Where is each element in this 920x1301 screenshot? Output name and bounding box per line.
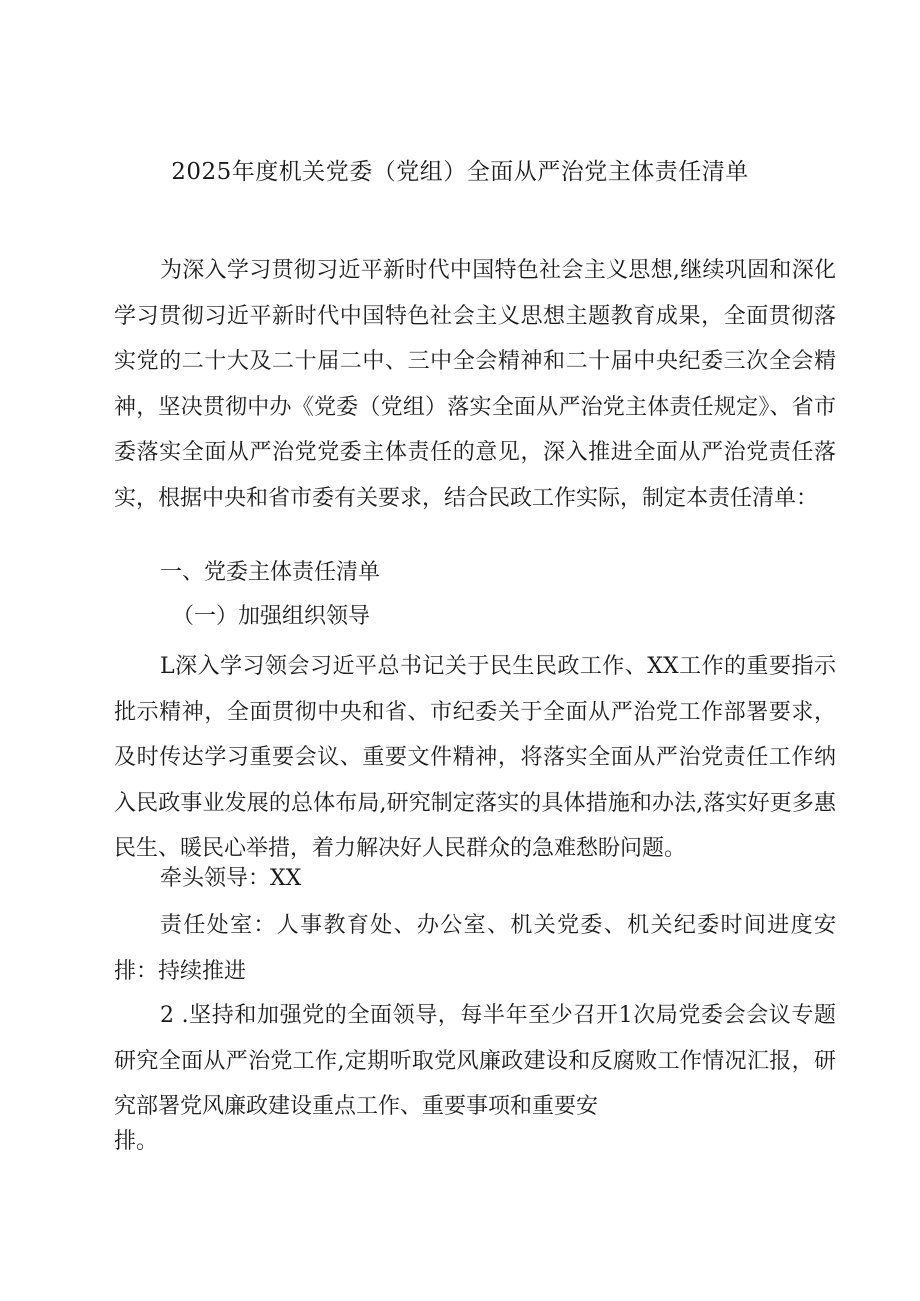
item-2-paragraph (114, 993, 836, 1130)
item-1-responsible-office: 责任处室：人事教育处、办公室、机关党委、机关纪委时间进度安排：持续推进 (114, 913, 836, 984)
item-1-lead-paragraph (114, 856, 836, 902)
item-1-lead-leader: 牵头领导：XX (160, 866, 302, 891)
document-title: 2025年度机关党委（党组）全面从严治党主体责任清单 (171, 159, 749, 185)
item-2-text: 2 .坚持和加强党的全面领导，每半年至少召开1次局党委会会议专题研究全面从严治党工作,定期听取党风廉政建设和反腐败工作情况汇报，研究部署党风廉政建设重点工作、重要事项和重要安 (114, 1003, 836, 1119)
item-1-paragraph (114, 644, 836, 872)
intro-paragraph (114, 248, 836, 521)
intro-text: 为深入学习贯彻习近平新时代中国特色社会主义思想,继续巩固和深化学习贯彻习近平新时代中国特色社会主义思想主题教育成果，全面贯彻落实党的二十大及二十届二中、三中全会精神和二十届中央纪委三次全会精神，坚决贯彻中办《党委（党组）落实全面从严治党主体责任规定》、省市委落实全面从严治党党委主体责任的意见，深入推进全面从严治党责任落实，根据中央和省市委有关要求，结合民政工作实际，制定本责任清单： (114, 258, 836, 511)
item-2-tail: 排。 (114, 1129, 159, 1154)
item-1-office-paragraph (114, 903, 836, 994)
item-1-text: L深入学习领会习近平总书记关于民生民政工作、XX工作的重要指示批示精神，全面贯彻中央和省、市纪委关于全面从严治党工作部署要求，及时传达学习重要会议、重要文件精神，将落实全面从严治党责任工作纳入民政事业发展的总体布局,研究制定落实的具体措施和办法,落实好更多惠民生、暖民心举措，着力解决好人民群众的急难愁盼问题。 (114, 654, 836, 861)
section-heading: 一、党委主体责任清单 (160, 560, 381, 585)
subsection-heading: （一）加强组织领导 (172, 604, 371, 629)
